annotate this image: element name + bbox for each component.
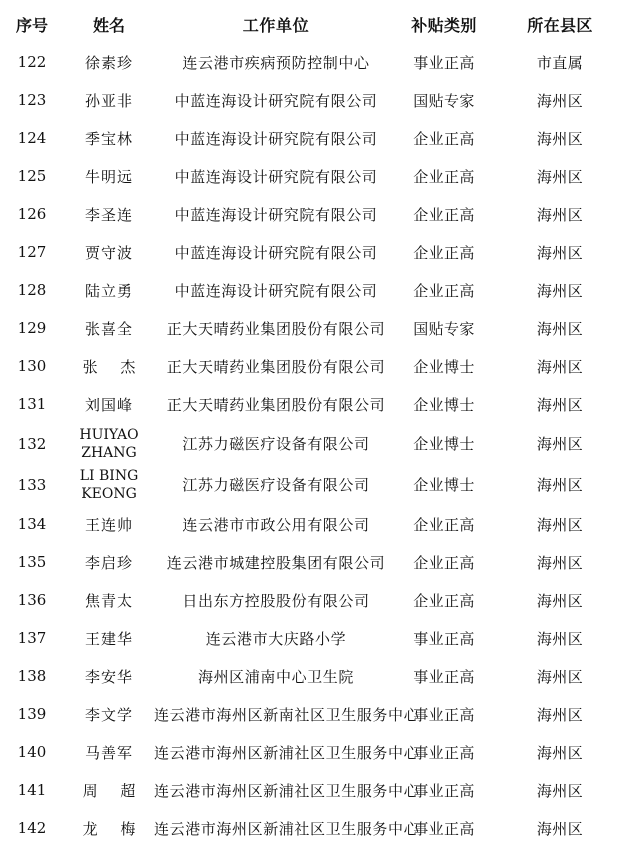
- cell-area: 海州区: [536, 129, 584, 148]
- cell-no: 133: [17, 475, 47, 494]
- cell-no: 131: [17, 395, 47, 413]
- cell-area: 海州区: [536, 743, 584, 762]
- cell-no: 132: [17, 434, 47, 453]
- cell-type: 企业正高: [413, 129, 475, 148]
- table-row: [0, 657, 630, 695]
- cell-no: 141: [17, 781, 47, 799]
- cell-area: 海州区: [536, 357, 584, 376]
- cell-name: 贾守波: [84, 243, 133, 262]
- cell-name: 张 杰: [82, 357, 136, 376]
- cell-unit: 中蓝连海设计研究院有限公司: [174, 281, 378, 300]
- cell-type: 事业正高: [413, 629, 475, 648]
- cell-type: 事业正高: [413, 781, 475, 800]
- table-row: [0, 119, 630, 157]
- cell-type: 事业正高: [413, 667, 475, 686]
- table-row: [0, 423, 630, 464]
- cell-no: 142: [17, 819, 47, 837]
- cell-unit: 海州区浦南中心卫生院: [197, 667, 354, 686]
- cell-type: 企业正高: [413, 553, 475, 572]
- cell-unit: 中蓝连海设计研究院有限公司: [174, 91, 378, 110]
- cell-no: 124: [17, 129, 47, 147]
- table-header: [0, 6, 630, 42]
- cell-area: 海州区: [536, 395, 584, 414]
- cell-unit: 正大天晴药业集团股份有限公司: [166, 357, 386, 376]
- cell-no: 139: [17, 705, 47, 723]
- cell-name: 龙 梅: [82, 819, 136, 838]
- table-row: [0, 695, 630, 733]
- cell-name: 陆立勇: [84, 281, 133, 300]
- cell-unit: 江苏力磁医疗设备有限公司: [182, 435, 370, 453]
- table-row: [0, 385, 630, 423]
- cell-name: 王建华: [84, 629, 133, 648]
- cell-name: 李圣连: [84, 205, 133, 224]
- cell-type: 国贴专家: [413, 319, 475, 338]
- cell-type: 企业正高: [413, 591, 475, 610]
- cell-name: 刘国峰: [84, 395, 133, 414]
- cell-no: 127: [17, 243, 47, 261]
- cell-unit: 中蓝连海设计研究院有限公司: [174, 205, 378, 224]
- cell-name: 周 超: [82, 781, 136, 800]
- cell-name: LI BING KEONG: [79, 467, 139, 502]
- table-row: [0, 43, 630, 81]
- cell-name: 牛明远: [84, 167, 133, 186]
- cell-area: 海州区: [536, 205, 584, 224]
- table-row: [0, 464, 630, 505]
- cell-no: 135: [17, 553, 47, 571]
- cell-no: 140: [17, 743, 47, 761]
- cell-unit: 江苏力磁医疗设备有限公司: [182, 476, 370, 494]
- cell-name: 李安华: [84, 667, 133, 686]
- cell-type: 企业博士: [413, 357, 475, 376]
- cell-name: 张喜全: [84, 319, 133, 338]
- table-row: [0, 81, 630, 119]
- cell-unit: 连云港市海州区新南社区卫生服务中心: [154, 705, 420, 724]
- cell-area: 海州区: [536, 281, 584, 300]
- cell-name: 季宝林: [84, 129, 133, 148]
- cell-name: 徐素珍: [84, 53, 133, 72]
- cell-area: 海州区: [536, 781, 584, 800]
- header-area: 所在县区: [527, 15, 593, 35]
- table-row: [0, 195, 630, 233]
- cell-area: 海州区: [536, 819, 584, 838]
- cell-area: 海州区: [536, 167, 584, 186]
- header-unit: 工作单位: [242, 15, 310, 35]
- cell-area: 海州区: [536, 591, 584, 610]
- cell-type: 企业博士: [413, 395, 475, 414]
- cell-area: 海州区: [536, 435, 584, 453]
- table-row: [0, 619, 630, 657]
- cell-type: 国贴专家: [413, 91, 475, 110]
- table-row: [0, 233, 630, 271]
- cell-type: 事业正高: [413, 53, 475, 72]
- cell-area: 海州区: [536, 476, 584, 494]
- cell-unit: 中蓝连海设计研究院有限公司: [174, 129, 378, 148]
- cell-no: 134: [17, 515, 47, 533]
- table-body: [0, 43, 630, 847]
- table-row: [0, 505, 630, 543]
- table-row: [0, 347, 630, 385]
- cell-unit: 日出东方控股股份有限公司: [182, 591, 370, 610]
- cell-unit: 连云港市疾病预防控制中心: [182, 53, 370, 72]
- header-no: 序号: [15, 15, 48, 35]
- cell-name: 李启珍: [84, 553, 133, 572]
- header-type: 补贴类别: [411, 15, 477, 35]
- cell-unit: 中蓝连海设计研究院有限公司: [174, 167, 378, 186]
- cell-type: 企业正高: [413, 205, 475, 224]
- cell-type: 企业博士: [413, 476, 475, 494]
- cell-name: 李文学: [84, 705, 133, 724]
- cell-unit: 中蓝连海设计研究院有限公司: [174, 243, 378, 262]
- cell-type: 企业正高: [413, 515, 475, 534]
- cell-unit: 正大天晴药业集团股份有限公司: [166, 319, 386, 338]
- table-row: [0, 271, 630, 309]
- cell-area: 海州区: [536, 667, 584, 686]
- cell-no: 137: [17, 629, 47, 647]
- cell-no: 130: [17, 357, 47, 375]
- cell-name: 孙亚非: [84, 91, 133, 110]
- cell-unit: 连云港市大庆路小学: [205, 629, 347, 648]
- table-row: [0, 733, 630, 771]
- cell-unit: 连云港市海州区新浦社区卫生服务中心: [154, 819, 420, 838]
- cell-type: 企业正高: [413, 167, 475, 186]
- cell-no: 136: [17, 591, 47, 609]
- cell-no: 128: [17, 281, 47, 299]
- cell-area: 海州区: [536, 319, 584, 338]
- cell-no: 126: [17, 205, 47, 223]
- cell-unit: 正大天晴药业集团股份有限公司: [166, 395, 386, 414]
- cell-area: 市直属: [536, 53, 584, 72]
- table-row: [0, 543, 630, 581]
- cell-type: 企业正高: [413, 243, 475, 262]
- cell-no: 125: [17, 167, 47, 185]
- cell-no: 138: [17, 667, 47, 685]
- cell-name: HUIYAO ZHANG: [79, 426, 139, 461]
- cell-name: 马善军: [84, 743, 133, 762]
- cell-area: 海州区: [536, 243, 584, 262]
- cell-unit: 连云港市城建控股集团有限公司: [166, 553, 386, 572]
- cell-name: 焦青太: [84, 591, 133, 610]
- cell-type: 事业正高: [413, 705, 475, 724]
- cell-unit: 连云港市海州区新浦社区卫生服务中心: [154, 743, 420, 762]
- table-row: [0, 771, 630, 809]
- cell-no: 123: [17, 91, 47, 109]
- cell-name: 王连帅: [84, 515, 133, 534]
- table-row: [0, 581, 630, 619]
- table-row: [0, 309, 630, 347]
- cell-area: 海州区: [536, 629, 584, 648]
- cell-type: 企业博士: [413, 435, 475, 453]
- cell-area: 海州区: [536, 91, 584, 110]
- cell-type: 事业正高: [413, 819, 475, 838]
- cell-unit: 连云港市海州区新浦社区卫生服务中心: [154, 781, 420, 800]
- cell-no: 129: [17, 319, 47, 337]
- table-row: [0, 809, 630, 847]
- cell-area: 海州区: [536, 705, 584, 724]
- cell-type: 事业正高: [413, 743, 475, 762]
- cell-no: 122: [17, 53, 47, 71]
- cell-area: 海州区: [536, 553, 584, 572]
- cell-area: 海州区: [536, 515, 584, 534]
- table-row: [0, 157, 630, 195]
- header-name: 姓名: [92, 15, 125, 35]
- cell-type: 企业正高: [413, 281, 475, 300]
- cell-unit: 连云港市市政公用有限公司: [182, 515, 370, 534]
